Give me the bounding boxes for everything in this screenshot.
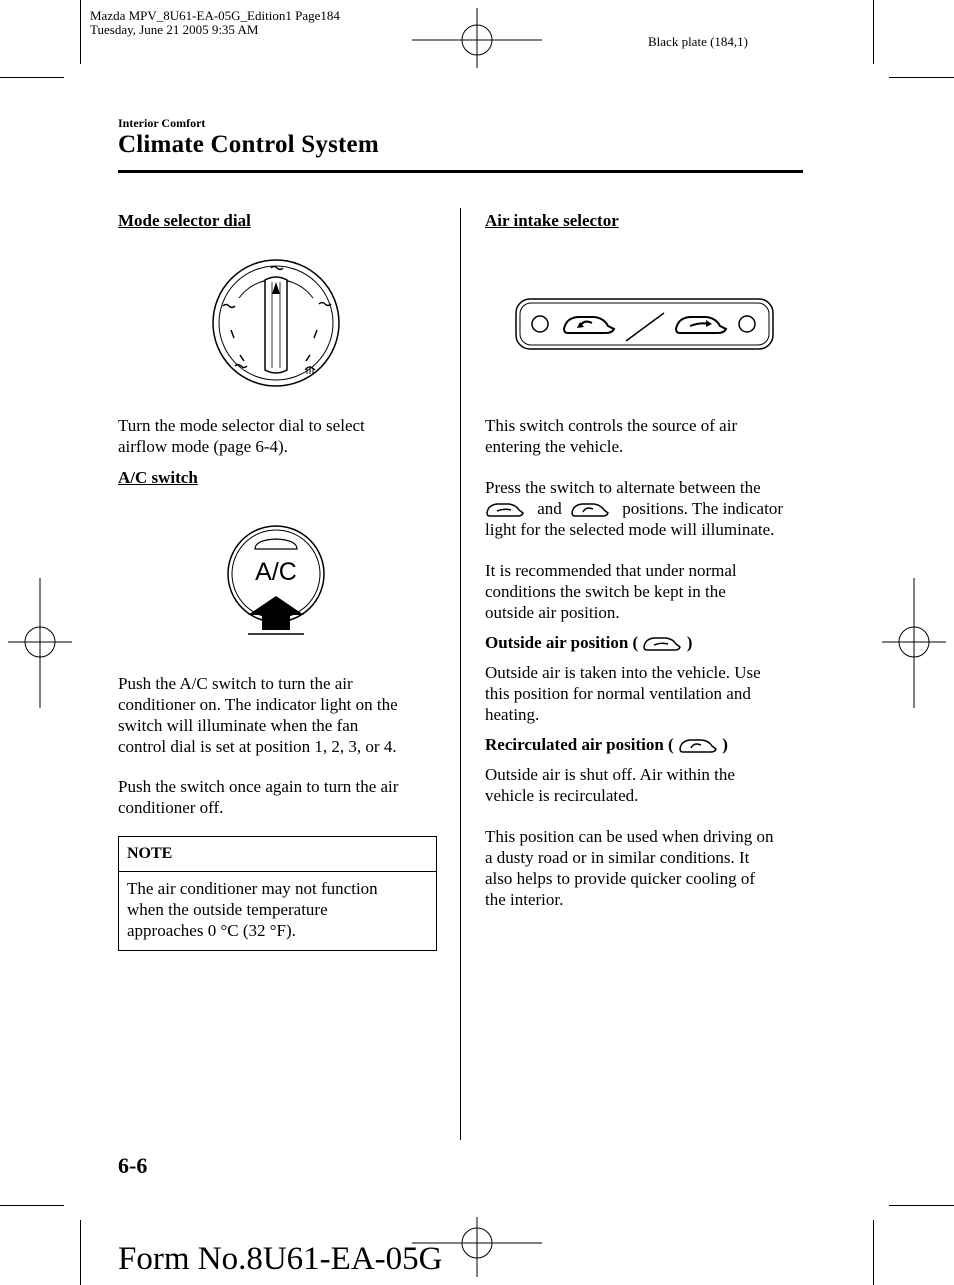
text-line: This switch controls the source of air [485, 416, 738, 435]
text-line: This position can be used when driving on [485, 827, 774, 846]
note-body [119, 872, 436, 947]
mode-selector-text-line1: Turn the mode selector dial to select [118, 416, 365, 435]
title-rule [118, 170, 803, 173]
registration-mark-left [8, 578, 72, 708]
text-line: The air conditioner may not function [127, 879, 378, 898]
text-line [485, 498, 783, 519]
mode-selector-heading: Mode selector dial [118, 211, 251, 230]
ac-switch-heading: A/C switch [118, 468, 198, 487]
section-label: Interior Comfort [118, 116, 206, 130]
ac-button-label: A/C [255, 558, 297, 586]
print-meta-line1: Mazda MPV_8U61-EA-05G_Edition1 Page184 [90, 8, 340, 23]
text-line: the interior. [485, 890, 564, 909]
text-line: conditioner on. The indicator light on the [118, 695, 398, 714]
recirculated-air-symbol [564, 317, 614, 333]
crop-mark [0, 77, 64, 78]
outside-air-heading-text: Outside air position ( [485, 633, 639, 652]
positions-text: positions. The indicator [622, 499, 783, 518]
form-number: Form No.8U61-EA-05G [118, 1241, 443, 1277]
print-meta-line2: Tuesday, June 21 2005 9:35 AM [90, 22, 259, 37]
text-line: Push the switch once again to turn the air [118, 777, 399, 796]
text-line: conditions the switch be kept in the [485, 582, 726, 601]
recirculated-air-icon [678, 737, 718, 755]
crop-mark [889, 1205, 954, 1206]
text-line: Outside air is shut off. Air within the [485, 765, 735, 784]
crop-mark [873, 0, 874, 64]
recirculated-air-heading-close: ) [722, 735, 728, 754]
text-line: It is recommended that under normal [485, 561, 737, 580]
page-title: Climate Control System [118, 131, 379, 158]
plate-label: Black plate (184,1) [648, 34, 748, 49]
text-line: switch will illuminate when the fan [118, 716, 359, 735]
text-line: Push the A/C switch to turn the air [118, 674, 353, 693]
column-divider [460, 208, 461, 1140]
outside-air-text [485, 662, 761, 725]
registration-mark-right [882, 578, 946, 708]
ac-switch-illustration [226, 518, 326, 638]
text-line: heating. [485, 705, 540, 724]
text-line: a dusty road or in similar conditions. It [485, 848, 750, 867]
text-line: approaches 0 °C (32 °F). [127, 921, 296, 940]
crop-mark [889, 77, 954, 78]
ac-paragraph-2 [118, 776, 398, 818]
and-text: and [537, 499, 562, 518]
text-line: control dial is set at position 1, 2, 3, or 4. [118, 737, 397, 756]
air-intake-paragraph-3 [485, 560, 737, 623]
outside-air-heading [485, 633, 692, 653]
text-line: this position for normal ventilation and [485, 684, 751, 703]
text-line: when the outside temperature [127, 900, 328, 919]
air-intake-selector-illustration [514, 296, 776, 352]
text-line: conditioner off. [118, 798, 224, 817]
text-line: also helps to provide quicker cooling of [485, 869, 756, 888]
text-line: outside air position. [485, 603, 620, 622]
recirculated-air-heading [485, 735, 728, 755]
text-line: entering the vehicle. [485, 437, 624, 456]
page-number: 6-6 [118, 1153, 148, 1178]
note-box [118, 836, 437, 951]
registration-mark-top [412, 8, 542, 68]
mode-selector-dial-illustration [209, 258, 345, 388]
crop-mark [80, 0, 81, 64]
ac-paragraph-1 [118, 673, 398, 757]
recirculated-air-heading-text: Recirculated air position ( [485, 735, 674, 754]
outside-air-icon [485, 501, 525, 519]
outside-air-heading-close: ) [686, 633, 693, 652]
dusty-road-paragraph [485, 826, 774, 910]
text-line: light for the selected mode will illuminate. [485, 520, 775, 540]
recirculated-air-icon [570, 501, 610, 519]
text-line: Press the switch to alternate between the [485, 478, 761, 497]
text-line: Outside air is taken into the vehicle. Use [485, 663, 761, 682]
air-intake-heading: Air intake selector [485, 211, 619, 230]
recirculated-air-text [485, 764, 735, 806]
crop-mark [80, 1220, 81, 1285]
note-title: NOTE [119, 837, 436, 872]
crop-mark [873, 1220, 874, 1285]
air-intake-paragraph-2 [485, 477, 783, 540]
outside-air-symbol [676, 317, 726, 333]
outside-air-icon [642, 635, 682, 653]
mode-selector-text-line2: airflow mode (page 6-4). [118, 437, 288, 456]
text-line: vehicle is recirculated. [485, 786, 639, 805]
crop-mark [0, 1205, 64, 1206]
air-intake-paragraph-1 [485, 415, 737, 457]
